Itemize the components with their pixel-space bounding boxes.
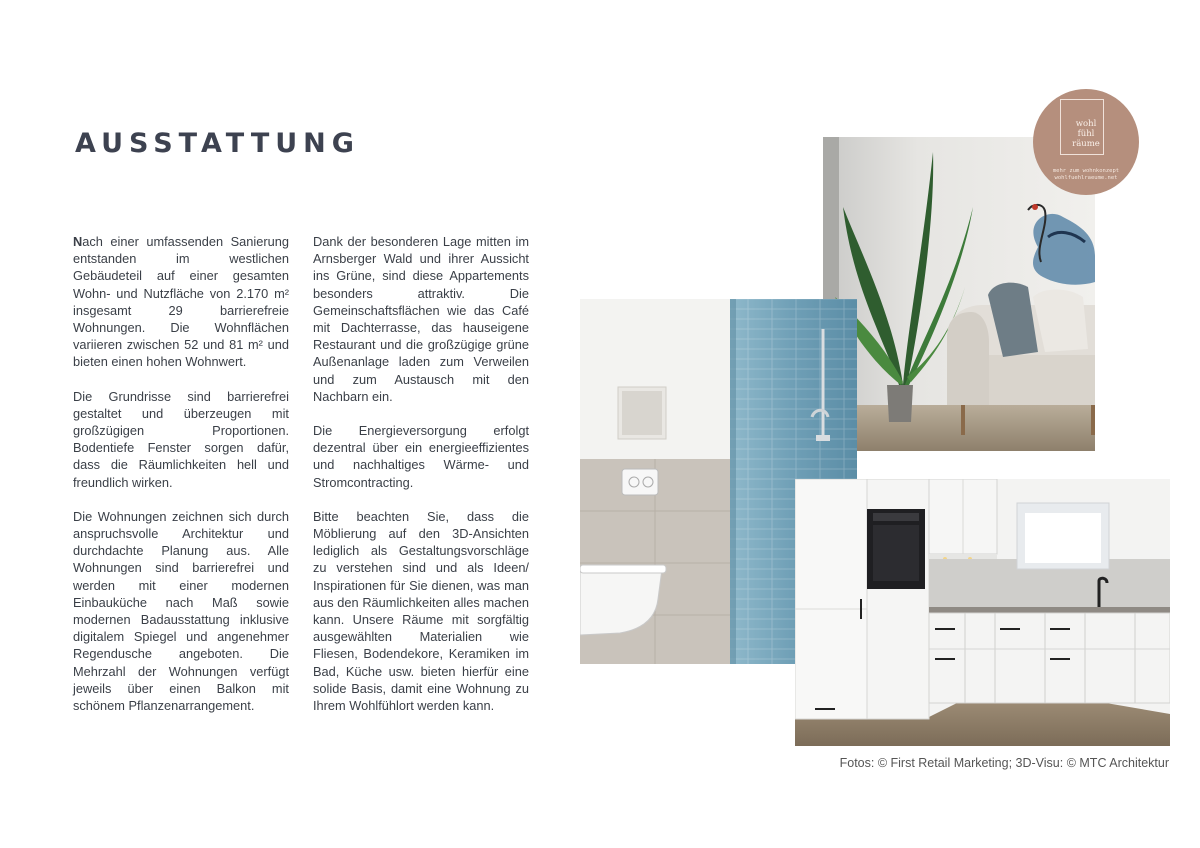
logo-word-2: fühl bbox=[1077, 129, 1095, 139]
paragraph: Die Energieversorgung erfolgt dezentral über ein energieeffizientes und nachhaltiges Wärme- und Stromcontracting. bbox=[313, 423, 529, 490]
paragraph: Die Wohnungen zeichnen sich durch anspruchsvolle Architektur und durchdachte Planung aus. Alle Wohnungen sind barrierefrei und werden mit einer modernen Einbauküche nach Maß sowie modernen Badausstattung inklusive digitalem Spiegel und angenehmer Regendusche angeboten. Die Mehrzahl der Wohnungen verfügt jeweils über einen Balkon mit schönem Pflanzenarrangement. bbox=[73, 508, 289, 714]
paragraph-text: ach einer umfassenden Sanierung entstanden im westlichen Gebäudeteil auf einer gesamten Wohn- und Nutzfläche von 2.170 m² insgesamt 29 barrierefreie Wohnungen. Die Wohnflächen variieren zwischen 52 und 81 m² und bieten einen hohen Wohnwert. bbox=[73, 234, 289, 370]
logo-tagline: mehr zum wohnkonzept bbox=[1052, 168, 1120, 174]
logo-word-3: räume bbox=[1072, 139, 1100, 149]
paragraph: Dank der besonderen Lage mitten im Arnsberger Wald und ihrer Aussicht ins Grüne, sind diese Appartements besonders attraktiv. Die Gemeinschaftsflächen wie das Café mit Dachterrasse, das hauseigene Restaurant und die großzügige grüne Außenanlage laden zum Verweilen und zum Austausch mit den Nachbarn ein. bbox=[313, 234, 529, 404]
logo-url: wohlfuehlraeume.net bbox=[1054, 175, 1118, 181]
drop-cap: N bbox=[73, 234, 83, 249]
kitchen-illustration bbox=[795, 479, 1170, 746]
paragraph: Die Grundrisse sind barrierefrei gestaltet und überzeugen mit großzügigen Proportionen. Bodentiefe Fenster sorgen dafür, dass die Räumlichkeiten hell und freundlich wirken. bbox=[73, 388, 289, 490]
photo-credit: Fotos: © First Retail Marketing; 3D-Visu: © MTC Architektur bbox=[839, 756, 1169, 770]
text-column-right bbox=[313, 233, 529, 731]
kitchen-photo bbox=[795, 479, 1170, 746]
section-heading: AUSSTATTUNG bbox=[75, 128, 360, 159]
wohlfuehlraeume-logo-badge bbox=[1033, 89, 1139, 195]
paragraph: Bitte beachten Sie, dass die Möblierung auf den 3D-Ansichten lediglich als Gestaltungsvorschläge zu verstehen sind und als Ideen/ Inspirationen für Sie dienen, was man aus den Räumlichkeiten alles machen kann. Unsere Räume mit sorgfältig ausgewählten Materialien wie Fliesen, Bodendekore, Keramiken im Bad, Küche usw. bieten hierfür eine solide Basis, damit eine Wohnung zu Ihrem Wohlfühlort werden kann. bbox=[313, 508, 529, 714]
paragraph bbox=[73, 233, 289, 371]
text-column-left bbox=[73, 233, 289, 731]
logo-word-1: wohl bbox=[1075, 119, 1097, 129]
